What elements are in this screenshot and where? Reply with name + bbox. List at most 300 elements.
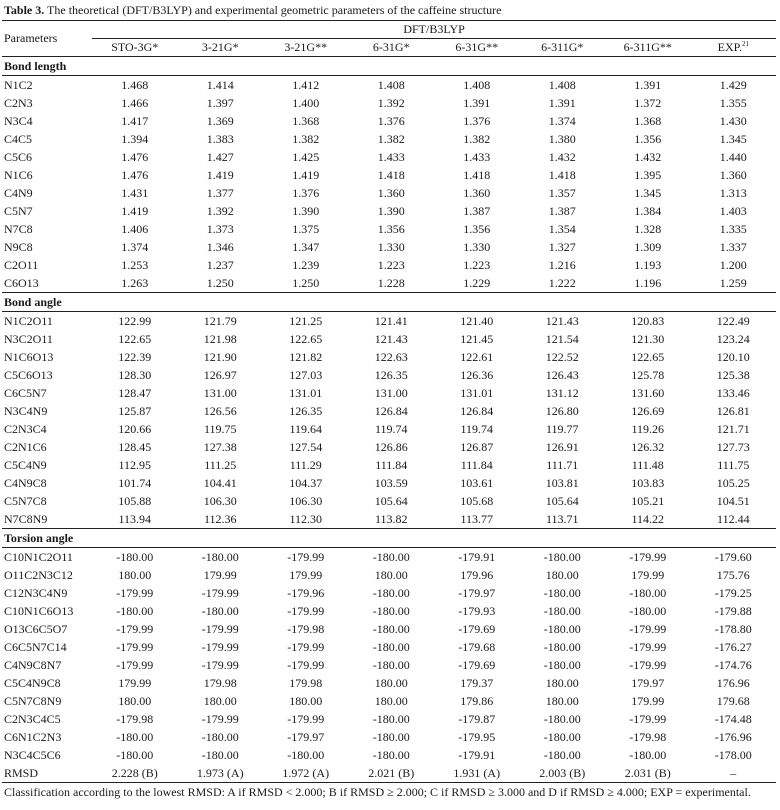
- geometric-parameters-table: [2, 20, 776, 783]
- value-cell: 121.30: [631, 332, 665, 346]
- value-cell: -180.00: [372, 586, 410, 600]
- value-cell: 1.400: [292, 96, 320, 110]
- value-cell: 1.347: [292, 240, 320, 254]
- value-cell: 1.372: [634, 96, 662, 110]
- rmsd-value: –: [691, 764, 777, 783]
- value-cell: -180.00: [543, 712, 581, 726]
- parameter-cell: C5N7C8: [4, 494, 47, 508]
- value-cell: 1.391: [463, 96, 491, 110]
- value-cell: 1.408: [548, 78, 576, 92]
- value-cell: 1.433: [463, 150, 491, 164]
- parameter-cell: N1C2: [4, 78, 33, 92]
- value-cell: 1.418: [463, 168, 491, 182]
- value-cell: 1.263: [121, 276, 149, 290]
- table-row: [2, 710, 776, 728]
- value-cell: -179.99: [201, 640, 239, 654]
- value-cell: 127.38: [203, 440, 237, 454]
- value-cell: -180.00: [372, 640, 410, 654]
- value-cell: 1.216: [548, 258, 576, 272]
- value-cell: 114.22: [631, 512, 665, 526]
- value-cell: 1.250: [206, 276, 234, 290]
- value-cell: -180.00: [543, 550, 581, 564]
- value-cell: 126.36: [460, 368, 494, 382]
- value-cell: -180.00: [543, 586, 581, 600]
- value-cell: 1.200: [719, 258, 747, 272]
- parameter-cell: N9C8: [4, 240, 33, 254]
- value-cell: 180.00: [374, 694, 408, 708]
- value-cell: 128.47: [118, 386, 152, 400]
- table-row: [2, 148, 776, 166]
- parameter-cell: N1C2O11: [4, 314, 53, 328]
- value-cell: 1.335: [719, 222, 747, 236]
- value-cell: 1.382: [463, 132, 491, 146]
- value-cell: -179.99: [116, 640, 154, 654]
- value-cell: 127.73: [716, 440, 750, 454]
- value-cell: -180.00: [201, 748, 239, 762]
- value-cell: -179.99: [116, 658, 154, 672]
- value-cell: 1.390: [377, 204, 405, 218]
- value-cell: 126.86: [374, 440, 408, 454]
- value-cell: 111.84: [460, 458, 493, 472]
- parameter-cell: C12N3C4N9: [4, 586, 68, 600]
- value-cell: -179.97: [458, 586, 496, 600]
- value-cell: -179.69: [458, 622, 496, 636]
- value-cell: 1.193: [634, 258, 662, 272]
- value-cell: 113.82: [374, 512, 408, 526]
- value-cell: 121.41: [374, 314, 408, 328]
- value-cell: 1.380: [548, 132, 576, 146]
- value-cell: 122.65: [631, 350, 665, 364]
- value-cell: 104.41: [203, 476, 237, 490]
- value-cell: 180.00: [545, 568, 579, 582]
- value-cell: 1.253: [121, 258, 149, 272]
- value-cell: 111.48: [631, 458, 664, 472]
- value-cell: -179.88: [714, 604, 752, 618]
- value-cell: 125.78: [631, 368, 665, 382]
- rmsd-label: RMSD: [2, 764, 92, 783]
- parameter-cell: C2N3: [4, 96, 33, 110]
- table-row: [2, 112, 776, 130]
- value-cell: 1.376: [377, 114, 405, 128]
- table-row: [2, 602, 776, 620]
- value-cell: -174.48: [714, 712, 752, 726]
- value-cell: 120.83: [631, 314, 665, 328]
- value-cell: 1.390: [292, 204, 320, 218]
- value-cell: 122.49: [716, 314, 750, 328]
- value-cell: 180.00: [203, 694, 237, 708]
- value-cell: -180.00: [372, 712, 410, 726]
- value-cell: 1.357: [548, 186, 576, 200]
- table-row: [2, 402, 776, 420]
- value-cell: -180.00: [372, 658, 410, 672]
- table-row: [2, 674, 776, 692]
- basis-header: 6-31G*: [372, 40, 410, 54]
- value-cell: 131.00: [203, 386, 237, 400]
- value-cell: 1.391: [548, 96, 576, 110]
- table-row: [2, 330, 776, 348]
- value-cell: 179.68: [716, 694, 750, 708]
- parameter-cell: C5C6O13: [4, 368, 53, 382]
- table-row: [2, 202, 776, 220]
- value-cell: 1.373: [206, 222, 234, 236]
- table-row: [2, 312, 776, 331]
- value-cell: -179.99: [201, 658, 239, 672]
- value-cell: 121.43: [374, 332, 408, 346]
- value-cell: 103.81: [545, 476, 579, 490]
- value-cell: 1.360: [719, 168, 747, 182]
- value-cell: 1.376: [463, 114, 491, 128]
- value-cell: -180.00: [116, 550, 154, 564]
- table-row: [2, 510, 776, 529]
- value-cell: 1.392: [377, 96, 405, 110]
- value-cell: -180.00: [201, 550, 239, 564]
- value-cell: 121.98: [203, 332, 237, 346]
- value-cell: 1.375: [292, 222, 320, 236]
- parameter-cell: C5C4N9: [4, 458, 47, 472]
- value-cell: 1.417: [121, 114, 149, 128]
- value-cell: 1.368: [634, 114, 662, 128]
- value-cell: 1.376: [292, 186, 320, 200]
- value-cell: -179.25: [714, 586, 752, 600]
- section-title: Bond angle: [2, 293, 776, 312]
- value-cell: 1.418: [377, 168, 405, 182]
- value-cell: 122.99: [118, 314, 152, 328]
- value-cell: 1.440: [719, 150, 747, 164]
- value-cell: 1.466: [121, 96, 149, 110]
- value-cell: 112.30: [289, 512, 323, 526]
- value-cell: 1.250: [292, 276, 320, 290]
- value-cell: -179.98: [287, 622, 325, 636]
- value-cell: 121.79: [203, 314, 237, 328]
- value-cell: -179.96: [287, 586, 325, 600]
- value-cell: 179.99: [631, 568, 665, 582]
- table-row: [2, 456, 776, 474]
- value-cell: -179.69: [458, 658, 496, 672]
- value-cell: 1.346: [206, 240, 234, 254]
- parameter-cell: N3C2O11: [4, 332, 53, 346]
- value-cell: 1.427: [206, 150, 234, 164]
- value-cell: 1.432: [634, 150, 662, 164]
- value-cell: 1.330: [377, 240, 405, 254]
- value-cell: -179.99: [629, 550, 667, 564]
- method-group-header: DFT/B3LYP: [92, 21, 776, 39]
- value-cell: 105.64: [545, 494, 579, 508]
- value-cell: -180.00: [629, 586, 667, 600]
- value-cell: 1.360: [377, 186, 405, 200]
- value-cell: -180.00: [543, 658, 581, 672]
- value-cell: 126.69: [631, 404, 665, 418]
- value-cell: -179.99: [287, 658, 325, 672]
- value-cell: -180.00: [116, 604, 154, 618]
- value-cell: 1.369: [206, 114, 234, 128]
- value-cell: 179.99: [631, 694, 665, 708]
- value-cell: 112.36: [203, 512, 237, 526]
- value-cell: 101.74: [118, 476, 152, 490]
- rmsd-value: 1.931 (A): [434, 764, 520, 783]
- table-row: [2, 566, 776, 584]
- basis-header: 6-311G*: [541, 40, 584, 54]
- value-cell: -180.00: [372, 622, 410, 636]
- table-row: [2, 620, 776, 638]
- parameter-cell: C2N1C6: [4, 440, 47, 454]
- value-cell: -179.99: [287, 640, 325, 654]
- value-cell: 179.37: [460, 676, 494, 690]
- parameter-cell: C4N9: [4, 186, 33, 200]
- value-cell: -179.99: [629, 712, 667, 726]
- value-cell: 121.40: [460, 314, 494, 328]
- table-row: [2, 348, 776, 366]
- value-cell: 126.87: [460, 440, 494, 454]
- table-row: [2, 746, 776, 764]
- basis-header: 6-311G**: [623, 40, 672, 54]
- value-cell: 125.38: [716, 368, 750, 382]
- table-row: [2, 130, 776, 148]
- value-cell: 103.61: [460, 476, 494, 490]
- header-row-group: [2, 21, 776, 39]
- value-cell: 131.01: [460, 386, 494, 400]
- value-cell: -179.87: [458, 712, 496, 726]
- table-row: [2, 220, 776, 238]
- table-footnote: Classification according to the lowest RMSD: A if RMSD < 2.000; B if RMSD ≥ 2.000; C if RMSD ≥ 3.000 and D if RMSD ≥ 4.000; EXP = experimental.: [4, 785, 751, 799]
- value-cell: 105.68: [460, 494, 494, 508]
- section-header-row: [2, 529, 776, 548]
- value-cell: 1.309: [634, 240, 662, 254]
- value-cell: 1.223: [377, 258, 405, 272]
- parameter-cell: C4C5: [4, 132, 33, 146]
- value-cell: 1.354: [548, 222, 576, 236]
- basis-header: STO-3G*: [111, 40, 159, 54]
- table-row: [2, 728, 776, 746]
- value-cell: 179.99: [118, 676, 152, 690]
- value-cell: 126.43: [545, 368, 579, 382]
- value-cell: -179.91: [458, 748, 496, 762]
- section-header-row: [2, 293, 776, 312]
- value-cell: 179.99: [203, 568, 237, 582]
- parameter-cell: C5N7: [4, 204, 33, 218]
- value-cell: 119.74: [374, 422, 408, 436]
- table-row: [2, 238, 776, 256]
- value-cell: 1.433: [377, 150, 405, 164]
- value-cell: 121.25: [289, 314, 323, 328]
- parameter-cell: C2N3C4: [4, 422, 47, 436]
- value-cell: -180.00: [287, 748, 325, 762]
- value-cell: -180.00: [543, 640, 581, 654]
- table-caption: [2, 0, 778, 20]
- value-cell: 180.00: [118, 694, 152, 708]
- parameter-cell: N3C4: [4, 114, 33, 128]
- value-cell: 179.97: [631, 676, 665, 690]
- value-cell: 122.65: [289, 332, 323, 346]
- value-cell: -179.99: [116, 622, 154, 636]
- value-cell: 180.00: [374, 568, 408, 582]
- value-cell: 175.76: [716, 568, 750, 582]
- value-cell: 1.222: [548, 276, 576, 290]
- value-cell: -179.60: [714, 550, 752, 564]
- value-cell: -179.97: [287, 730, 325, 744]
- value-cell: 103.59: [374, 476, 408, 490]
- value-cell: 1.418: [548, 168, 576, 182]
- value-cell: 121.43: [545, 314, 579, 328]
- value-cell: 111.75: [717, 458, 750, 472]
- value-cell: -179.98: [629, 730, 667, 744]
- value-cell: 1.328: [634, 222, 662, 236]
- parameter-cell: C6C5N7C14: [4, 640, 67, 654]
- value-cell: 1.432: [548, 150, 576, 164]
- value-cell: 1.403: [719, 204, 747, 218]
- value-cell: 180.00: [545, 676, 579, 690]
- value-cell: -179.99: [287, 604, 325, 618]
- value-cell: 127.54: [289, 440, 323, 454]
- table-row: [2, 638, 776, 656]
- value-cell: 126.91: [545, 440, 579, 454]
- value-cell: 1.387: [463, 204, 491, 218]
- value-cell: 121.90: [203, 350, 237, 364]
- parameters-header: Parameters: [4, 31, 58, 45]
- value-cell: 179.96: [460, 568, 494, 582]
- value-cell: 180.00: [545, 694, 579, 708]
- value-cell: 121.82: [289, 350, 323, 364]
- value-cell: 113.77: [460, 512, 494, 526]
- value-cell: 119.77: [545, 422, 579, 436]
- value-cell: 1.476: [121, 168, 149, 182]
- value-cell: 1.382: [292, 132, 320, 146]
- value-cell: 126.97: [203, 368, 237, 382]
- value-cell: -180.00: [629, 748, 667, 762]
- value-cell: -180.00: [543, 748, 581, 762]
- value-cell: 1.408: [377, 78, 405, 92]
- value-cell: 128.30: [118, 368, 152, 382]
- rmsd-value: 1.973 (A): [178, 764, 264, 783]
- value-cell: 103.83: [631, 476, 665, 490]
- value-cell: -179.99: [201, 622, 239, 636]
- value-cell: 1.330: [463, 240, 491, 254]
- value-cell: -178.80: [714, 622, 752, 636]
- parameter-cell: N3C4C5C6: [4, 748, 61, 762]
- value-cell: 121.54: [545, 332, 579, 346]
- value-cell: 1.431: [121, 186, 149, 200]
- exp-reference: 21: [741, 40, 749, 48]
- value-cell: 113.71: [545, 512, 579, 526]
- parameter-cell: N1C6: [4, 168, 33, 182]
- value-cell: -180.00: [372, 730, 410, 744]
- value-cell: 1.384: [634, 204, 662, 218]
- value-cell: 1.406: [121, 222, 149, 236]
- value-cell: 1.223: [463, 258, 491, 272]
- parameter-cell: C2N3C4C5: [4, 712, 61, 726]
- value-cell: 126.56: [203, 404, 237, 418]
- value-cell: 126.81: [716, 404, 750, 418]
- value-cell: 1.360: [463, 186, 491, 200]
- parameter-cell: O11C2N3C12: [4, 568, 73, 582]
- value-cell: 126.80: [545, 404, 579, 418]
- table-body: [2, 57, 776, 783]
- value-cell: 180.00: [374, 676, 408, 690]
- value-cell: -179.98: [116, 712, 154, 726]
- value-cell: -174.76: [714, 658, 752, 672]
- table-row: [2, 166, 776, 184]
- value-cell: 105.25: [716, 476, 750, 490]
- value-cell: 122.63: [374, 350, 408, 364]
- value-cell: 105.64: [374, 494, 408, 508]
- value-cell: 180.00: [289, 694, 323, 708]
- value-cell: -179.99: [629, 658, 667, 672]
- value-cell: 122.61: [460, 350, 494, 364]
- value-cell: 104.51: [716, 494, 750, 508]
- value-cell: 105.21: [631, 494, 665, 508]
- value-cell: 123.24: [716, 332, 750, 346]
- value-cell: 111.84: [375, 458, 408, 472]
- table-title: The theoretical (DFT/B3LYP) and experimental geometric parameters of the caffeine structure: [47, 3, 502, 17]
- table-row: [2, 76, 776, 95]
- value-cell: 1.239: [292, 258, 320, 272]
- rmsd-value: 2.021 (B): [349, 764, 435, 783]
- rmsd-value: 2.228 (B): [92, 764, 178, 783]
- value-cell: 179.99: [289, 568, 323, 582]
- value-cell: 179.86: [460, 694, 494, 708]
- value-cell: 1.429: [719, 78, 747, 92]
- value-cell: -180.00: [116, 730, 154, 744]
- value-cell: 1.337: [719, 240, 747, 254]
- value-cell: 1.468: [121, 78, 149, 92]
- value-cell: 1.345: [719, 132, 747, 146]
- value-cell: -180.00: [543, 730, 581, 744]
- value-cell: 176.96: [716, 676, 750, 690]
- table-label: Table 3.: [4, 3, 45, 17]
- table-row: [2, 420, 776, 438]
- table-row: [2, 256, 776, 274]
- table-row: [2, 548, 776, 567]
- parameter-cell: C6O13: [4, 276, 39, 290]
- value-cell: 131.60: [631, 386, 665, 400]
- value-cell: 104.37: [289, 476, 323, 490]
- value-cell: 1.476: [121, 150, 149, 164]
- value-cell: 1.259: [719, 276, 747, 290]
- value-cell: 1.387: [548, 204, 576, 218]
- value-cell: 120.10: [716, 350, 750, 364]
- value-cell: 1.419: [206, 168, 234, 182]
- parameter-cell: N7C8: [4, 222, 33, 236]
- basis-header: 3-21G*: [201, 40, 239, 54]
- parameter-cell: C4N9C8: [4, 476, 47, 490]
- parameter-cell: C4N9C8N7: [4, 658, 62, 672]
- value-cell: -179.99: [287, 712, 325, 726]
- value-cell: 1.356: [463, 222, 491, 236]
- value-cell: -179.99: [116, 586, 154, 600]
- value-cell: 1.368: [292, 114, 320, 128]
- value-cell: 106.30: [203, 494, 237, 508]
- value-cell: 125.87: [118, 404, 152, 418]
- value-cell: 111.71: [546, 458, 579, 472]
- value-cell: 1.228: [377, 276, 405, 290]
- value-cell: 1.327: [548, 240, 576, 254]
- value-cell: -180.00: [201, 604, 239, 618]
- value-cell: 122.39: [118, 350, 152, 364]
- value-cell: 1.383: [206, 132, 234, 146]
- table-row: [2, 94, 776, 112]
- rmsd-value: 2.003 (B): [520, 764, 606, 783]
- value-cell: 122.65: [118, 332, 152, 346]
- value-cell: -180.00: [372, 604, 410, 618]
- value-cell: 1.196: [634, 276, 662, 290]
- value-cell: 1.397: [206, 96, 234, 110]
- value-cell: 121.71: [716, 422, 750, 436]
- value-cell: 1.382: [377, 132, 405, 146]
- value-cell: -179.99: [629, 622, 667, 636]
- value-cell: 1.391: [634, 78, 662, 92]
- basis-header: 6-31G**: [455, 40, 499, 54]
- exp-header: [691, 39, 777, 57]
- value-cell: 179.98: [289, 676, 323, 690]
